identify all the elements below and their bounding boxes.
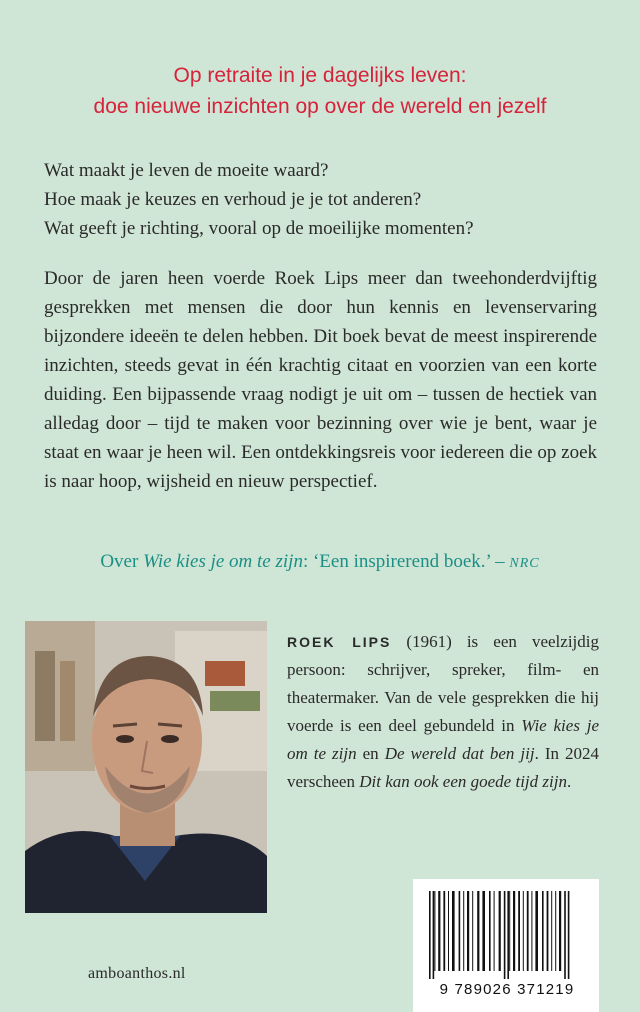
- barcode: [413, 879, 599, 1012]
- barcode-guard-bar: [429, 891, 431, 979]
- barcode-guard-bar: [504, 891, 506, 979]
- barcode-bar: [542, 891, 544, 971]
- barcode-guard-bar: [564, 891, 566, 979]
- barcode-bar: [551, 891, 552, 971]
- tagline-line-1: Op retraite in je dagelijks leven:: [173, 64, 467, 87]
- barcode-bar: [438, 891, 440, 971]
- review-text: : ‘Een inspirerend boek.’ –: [302, 551, 505, 572]
- author-name: ROEK LIPS: [287, 634, 392, 650]
- bio-text-2: en: [356, 744, 385, 763]
- barcode-bar: [448, 891, 449, 971]
- bio-book-1: Wie kies je om te zijn: [287, 716, 599, 763]
- barcode-bar: [513, 891, 515, 971]
- isbn-number: 9 789026 371219: [439, 981, 575, 998]
- question-1: Wat maakt je leven de moeite waard?: [44, 160, 329, 181]
- barcode-guard-bar: [507, 891, 509, 979]
- bio-book-2: De wereld dat ben jij: [384, 744, 535, 763]
- barcode-bar: [459, 891, 461, 971]
- question-2: Hoe maak je keuzes en verhoud je je tot anderen?: [44, 189, 422, 210]
- barcode-bar: [527, 891, 529, 971]
- author-bio: [287, 628, 599, 796]
- barcode-bar: [559, 891, 561, 971]
- barcode-bar: [489, 891, 491, 971]
- barcode-guard-bar: [433, 891, 435, 979]
- review-source: NRC: [509, 556, 540, 571]
- bio-text-4: .: [566, 772, 572, 791]
- barcode-bars: [427, 891, 585, 979]
- barcode-bar: [443, 891, 445, 971]
- barcode-bar: [547, 891, 549, 971]
- review-quote: [0, 548, 640, 578]
- tagline-line-2: doe nieuwe inzichten op over de wereld en jezelf: [93, 95, 547, 118]
- barcode-bar: [463, 891, 464, 971]
- barcode-bar: [531, 891, 532, 971]
- barcode-bar: [555, 891, 556, 971]
- barcode-bar: [509, 891, 510, 971]
- barcode-bar: [518, 891, 520, 971]
- barcode-bar: [499, 891, 501, 971]
- bio-book-3: Dit kan ook een goede tijd zijn: [359, 772, 567, 791]
- barcode-bar: [523, 891, 524, 971]
- review-book-title: Wie kies je om te zijn: [143, 551, 303, 572]
- barcode-guard-bar: [568, 891, 570, 979]
- barcode-bar: [467, 891, 469, 971]
- publisher-website: amboanthos.nl: [88, 965, 186, 982]
- bio-text-3: . In 2024 verscheen: [287, 744, 600, 791]
- tagline: [0, 60, 640, 122]
- review-prefix: Over: [100, 551, 139, 572]
- questions-block: [44, 156, 604, 243]
- book-description: Door de jaren heen voerde Roek Lips meer dan tweehonderdvijftig gesprekken met mensen die door hun kennis en levenservaring bijzondere ideeën te delen hebben. Dit boek bevat de meest inspirerende inzichten, steeds gevat in één krachtig citaat en voorzien van een korte duiding. Een bijpassende vraag nodigt je uit om – tussen de hectiek van alledag door – tijd te maken voor bezinning over wie je bent, waar je staat en waar je heen wil. Een ontdekkingsreis voor iedereen die op zoek is naar hoop, wijsheid en nieuw perspectief.: [44, 268, 597, 492]
- barcode-bar: [535, 891, 538, 971]
- question-3: Wat geeft je richting, vooral op de moeilijke momenten?: [44, 218, 474, 239]
- bio-text-1: (1961) is een veelzijdig persoon: schrijver, spreker, film- en theatermaker. Van de vele gesprekken die hij voerde is een deel gebundeld in: [287, 632, 599, 735]
- barcode-bar: [482, 891, 485, 971]
- barcode-bar: [434, 891, 435, 971]
- author-photo: [25, 621, 267, 913]
- barcode-bar: [472, 891, 473, 971]
- barcode-bar: [452, 891, 455, 971]
- barcode-bar: [477, 891, 479, 971]
- barcode-bar: [494, 891, 495, 971]
